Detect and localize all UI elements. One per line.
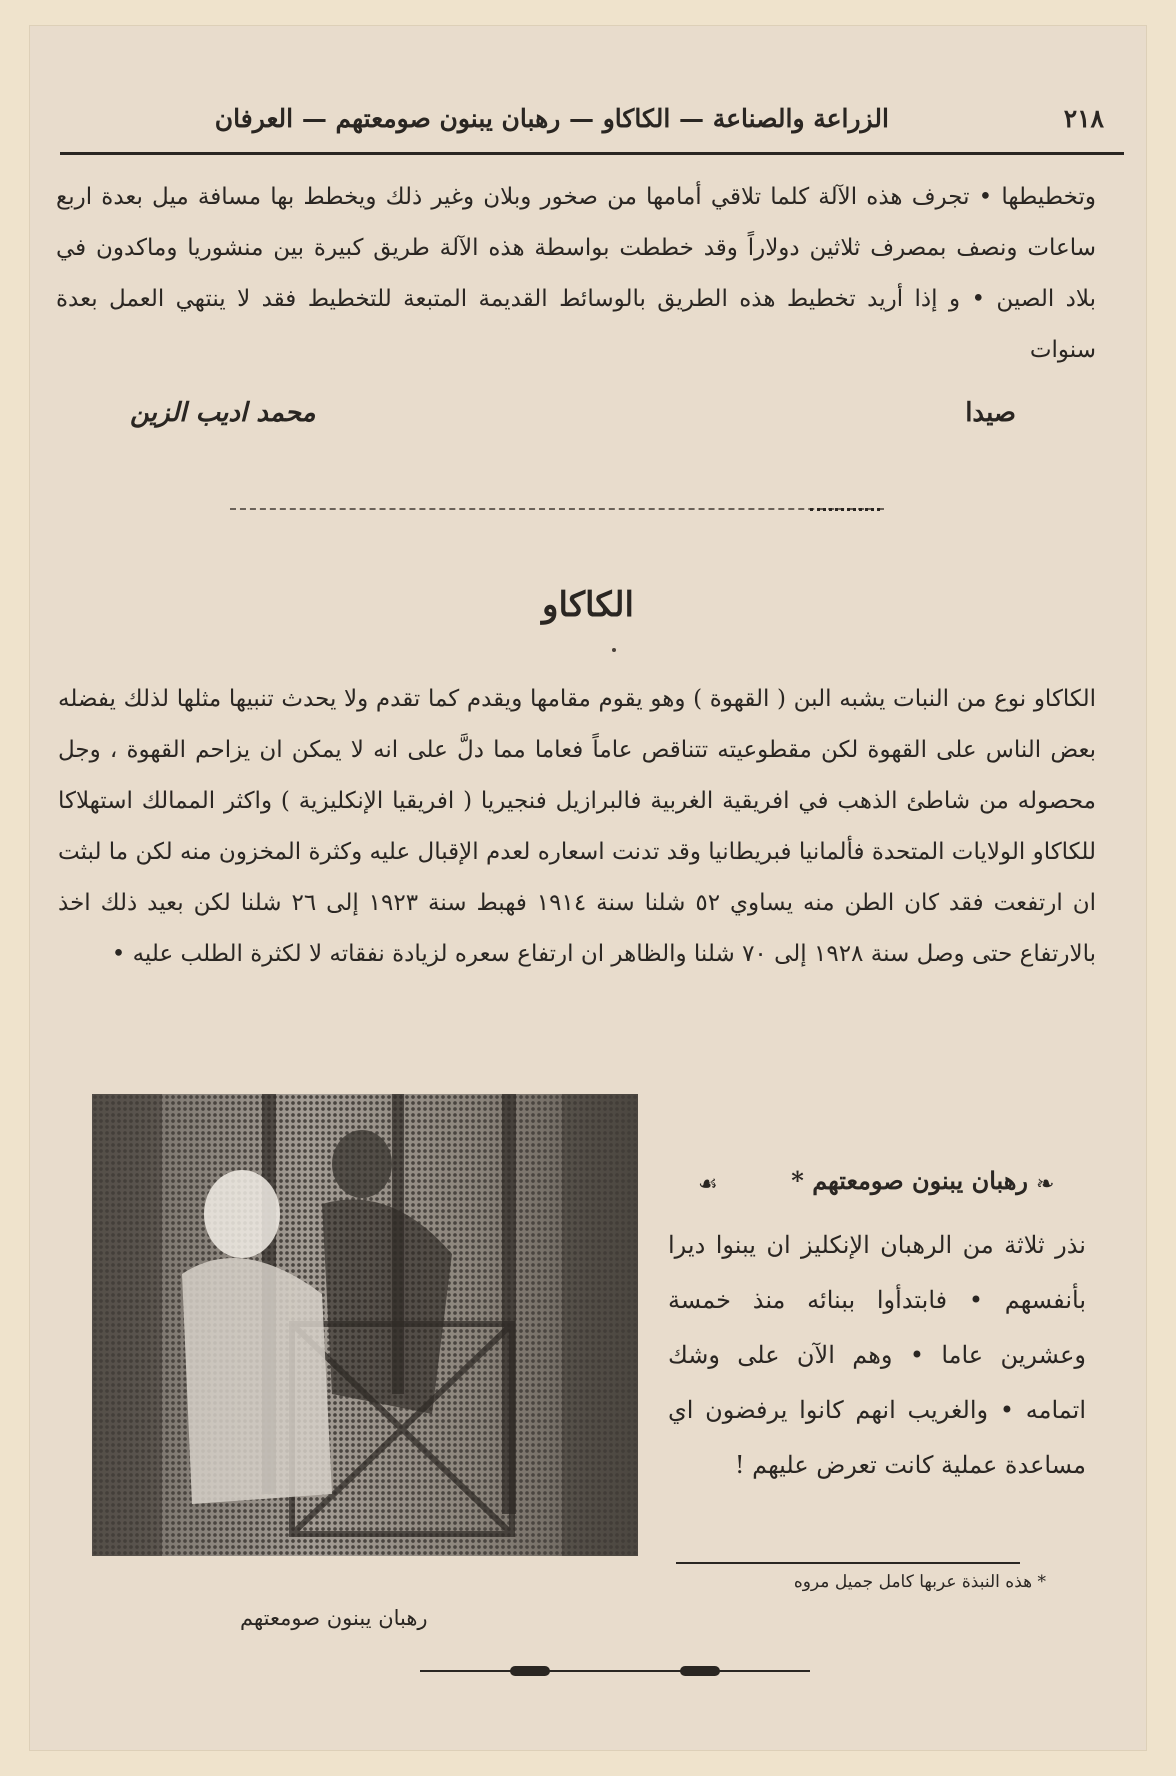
photo-caption: رهبان يبنون صومعتهم [240,1606,428,1630]
running-title: الزراعة والصناعة — الكاكاو — رهبان يبنون صومعتهم — العرفان [214,103,889,133]
monk-1-robe [182,1258,332,1504]
first-article-paragraph: وتخطيطها • تجرف هذه الآلة كلما تلاقي أمامها من صخور وبلان وغير ذلك ويخطط بها مسافة ميل بعدة اربع ساعات ونصف بمصرف ثلاثين دولاراً وقد خططت بواسطة هذه الآلة طريق كبيرة بين منشوريا وماكدون في بلاد الصين • و إذا أريد تخطيط هذه الطريق بالوسائط القديمة المتبعة للتخطيط فقد لا ينتهي العمل بعدة سنوات [56,184,1096,363]
left-ornament-icon: ❧ [1036,1172,1055,1197]
page-header [60,92,1104,144]
title-dot [612,648,616,652]
signature-place: صيدا [965,398,1016,428]
cocoa-article-title: الكاكاو [542,585,634,625]
signature-author: محمد اديب الزين [130,398,316,428]
monks-article-heading: رهبان يبنون صومعتهم * [791,1166,1028,1195]
bottom-ornament-icon [420,1664,810,1678]
monk-2-head [332,1130,392,1198]
footnote: * هذه النبذة عربها كامل جميل مروه [793,1572,1046,1592]
section-divider-dots [810,508,880,511]
monk-2-robe [322,1200,452,1414]
page-number: ٢١٨ [1063,103,1104,133]
photo-right-shadow [562,1094,638,1556]
monks-photo [92,1094,638,1556]
photo-left-shadow [92,1094,162,1556]
monks-article-paragraph: نذر ثلاثة من الرهبان الإنكليز ان يبنوا ديرا بأنفسهم • فابتدأوا ببنائه منذ خمسة وعشرين عاما • وهم الآن على وشك اتمامه • والغريب انهم كانوا يرفضون اي مساعدة عملية كانت تعرض عليهم ! [668,1231,1086,1479]
monk-1-head [204,1170,280,1258]
section-divider [230,508,884,510]
photo-scene [92,1094,638,1556]
header-rule [60,152,1124,155]
right-ornament-icon: ☙ [698,1172,718,1197]
footnote-rule [676,1562,1020,1564]
cocoa-article-paragraph: الكاكاو نوع من النبات يشبه البن ( القهوة ) وهو يقوم مقامها ويقدم كما تقدم ولا يحدث تنبيها مثلها لذلك يفضله بعض الناس على القهوة لكن مقطوعيته تتناقص عاماً فعاما مما دلَّ على انه لا يمكن ان يزاحم القهوة ، وجل محصوله من شاطئ الذهب في افريقية الغربية فالبرازيل فنجيريا ( افريقيا الإنكليزية ) واكثر الممالك استهلاكا للكاكاو الولايات المتحدة فألمانيا فبريطانيا وقد تدنت اسعاره لعدم الإقبال عليه وكثرة المخزون منه لكن ما لبثت ان ارتفعت فقد كان الطن منه يساوي ٥٢ شلنا سنة ١٩١٤ فهبط سنة ١٩٢٣ إلى ٢٦ شلنا لكن بعيد ذلك اخذ بالارتفاع حتى وصل سنة ١٩٢٨ إلى ٧٠ شلنا والظاهر ان ارتفاع سعره لزيادة نفقاته لا لكثرة الطلب عليه • [58,686,1096,967]
